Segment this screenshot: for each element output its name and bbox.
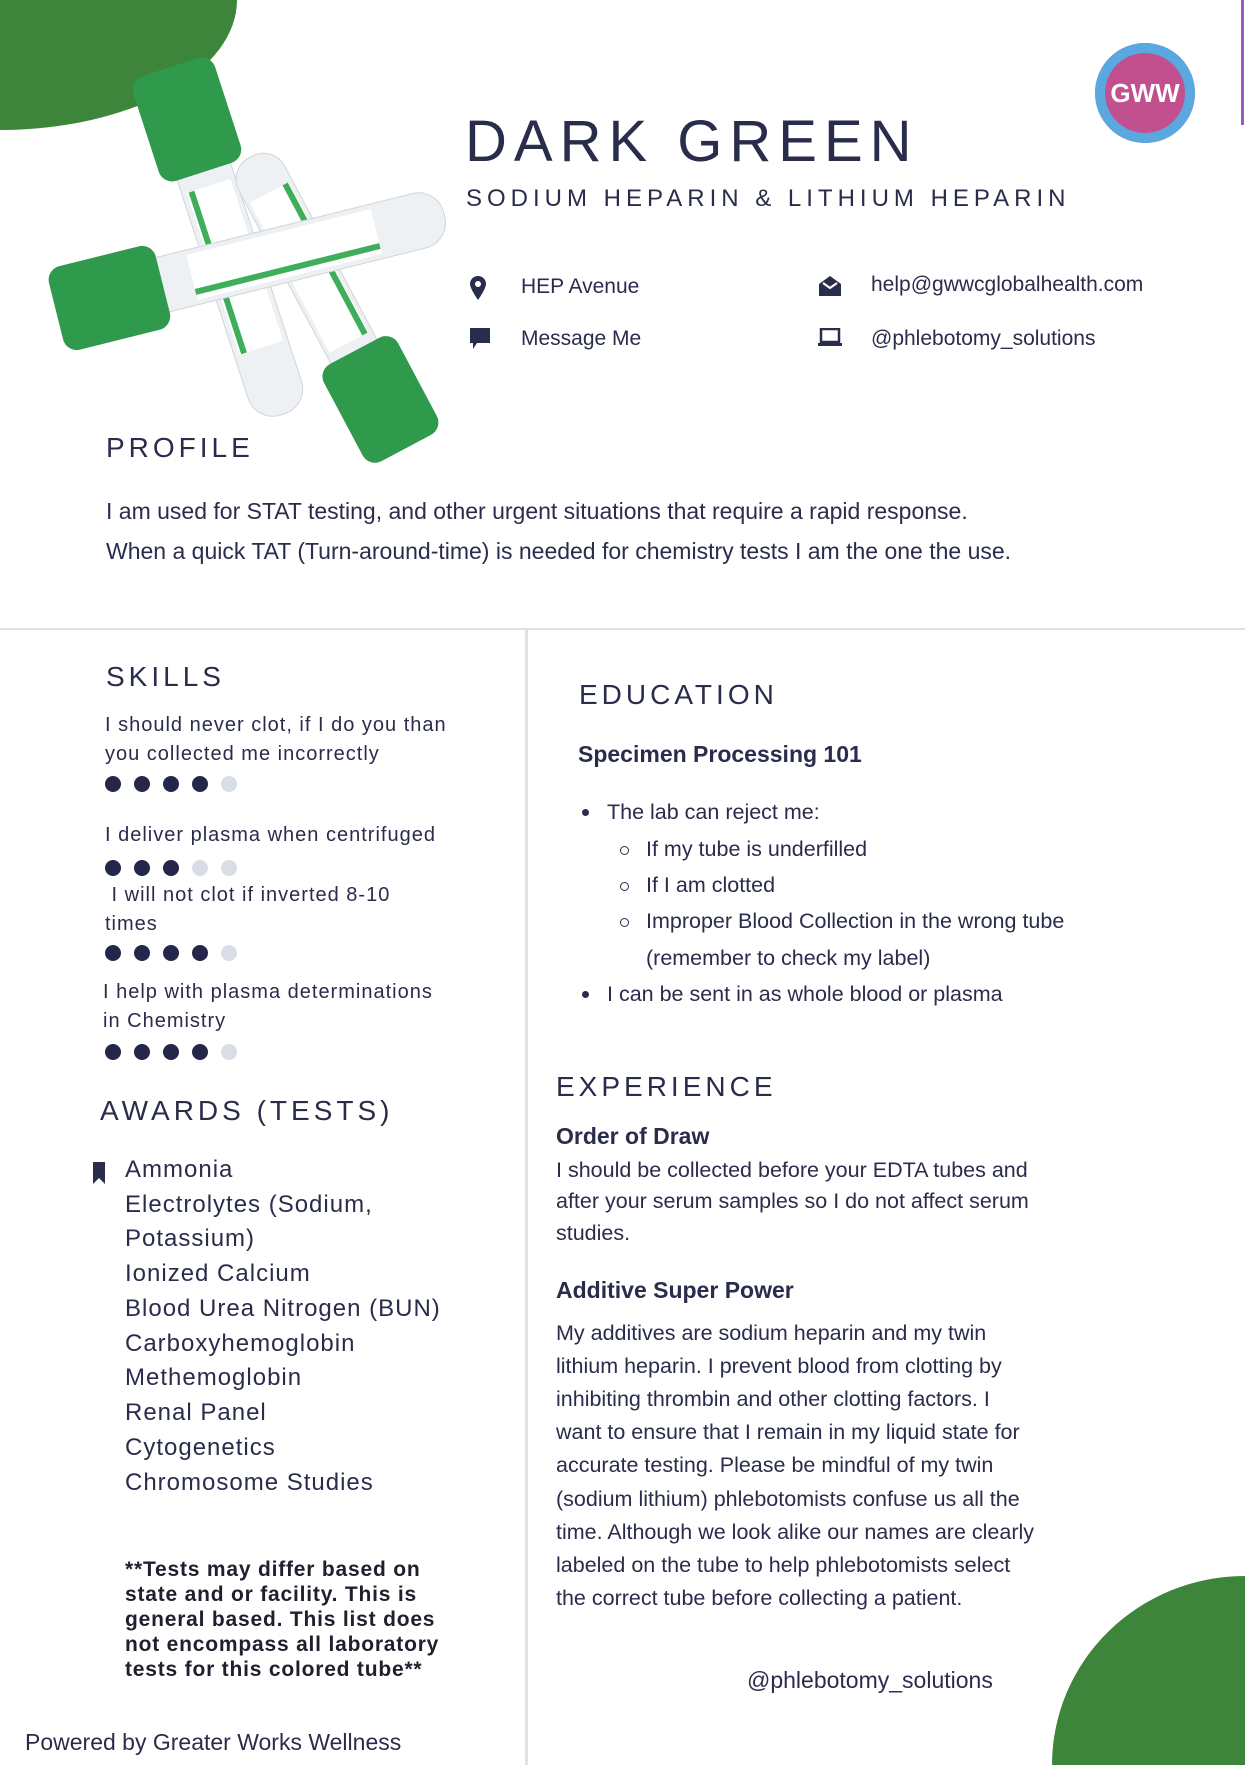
skill-text: you collected me incorrectly <box>105 743 380 765</box>
skill-text: I help with plasma determinations <box>103 981 433 1003</box>
note-line: general based. This list does <box>125 1608 436 1631</box>
award-item: Blood Urea Nitrogen (BUN) <box>125 1295 441 1322</box>
sub-bullet <box>620 882 629 891</box>
accent-line <box>1241 0 1244 125</box>
rating-dot <box>221 945 237 961</box>
rating-dot <box>105 1044 121 1060</box>
rating-dot <box>105 945 121 961</box>
rating-dot <box>163 945 179 961</box>
rating-dot <box>192 1044 208 1060</box>
note-line: tests for this colored tube** <box>125 1658 423 1681</box>
awards-note <box>125 1557 439 1682</box>
award-item: Chromosome Studies <box>125 1469 374 1496</box>
rating-dot <box>221 860 237 876</box>
rating-dot <box>105 776 121 792</box>
job-text: I should be collected before your EDTA tubes and <box>556 1158 1028 1182</box>
rating-dot <box>221 776 237 792</box>
rating-dot <box>192 860 208 876</box>
bullet <box>582 809 589 816</box>
education-sub-bullet: If my tube is underfilled <box>646 837 868 861</box>
map-pin-icon <box>470 276 486 300</box>
rating-dot <box>192 776 208 792</box>
job-title: Additive Super Power <box>556 1277 794 1303</box>
rating-dot <box>134 776 150 792</box>
skill-text: times <box>105 913 158 935</box>
rating-dot <box>134 860 150 876</box>
award-item: Carboxyhemoglobin <box>125 1330 356 1357</box>
award-item: Methemoglobin <box>125 1364 303 1391</box>
rating-dot <box>134 945 150 961</box>
profile-text-line: I am used for STAT testing, and other urgent situations that require a rapid response. <box>106 498 968 524</box>
vertical-divider <box>525 630 528 1765</box>
horizontal-divider <box>0 628 1245 630</box>
skill-rating <box>105 776 237 792</box>
job-text: labeled on the tube to help phlebotomists select <box>556 1553 1011 1577</box>
skills-heading: SKILLS <box>106 661 225 692</box>
rating-dot <box>192 945 208 961</box>
awards-heading: AWARDS (TESTS) <box>100 1095 394 1126</box>
sub-bullet <box>620 918 629 927</box>
experience-heading: EXPERIENCE <box>556 1071 777 1102</box>
education-sub-bullet-cont: (remember to check my label) <box>646 946 931 970</box>
blood-tubes-image <box>40 30 480 470</box>
logo-text: GWW <box>1110 77 1180 108</box>
rating-dot <box>163 1044 179 1060</box>
skill-rating <box>105 860 237 876</box>
award-item: Ammonia <box>125 1156 234 1183</box>
education-sub-bullet: Improper Blood Collection in the wrong tube <box>646 909 1065 933</box>
chat-bubble-icon <box>470 328 490 350</box>
education-bullet: I can be sent in as whole blood or plasma <box>607 982 1003 1006</box>
skill-text: I should never clot, if I do you than <box>105 714 447 736</box>
note-line: **Tests may differ based on <box>125 1558 421 1581</box>
job-text: time. Although we look alike our names are clearly <box>556 1520 1035 1544</box>
job-text: accurate testing. Please be mindful of my twin <box>556 1453 994 1477</box>
page-title: DARK GREEN <box>465 109 919 174</box>
job-text: studies. <box>556 1221 631 1245</box>
award-item: Cytogenetics <box>125 1434 276 1461</box>
laptop-icon <box>818 328 842 348</box>
contact-email-text[interactable]: help@gwwcglobalhealth.com <box>871 273 1144 296</box>
rating-dot <box>163 860 179 876</box>
rating-dot <box>134 1044 150 1060</box>
education-sub-bullet: If I am clotted <box>646 873 776 897</box>
skill-rating <box>105 945 237 961</box>
award-item: Renal Panel <box>125 1399 267 1426</box>
note-line: not encompass all laboratory <box>125 1633 440 1656</box>
award-item: Ionized Calcium <box>125 1260 311 1287</box>
award-item: Potassium) <box>125 1225 256 1252</box>
skill-rating <box>105 1044 237 1060</box>
skill-text: I will not clot if inverted 8-10 <box>105 884 391 906</box>
rating-dot <box>221 1044 237 1060</box>
footer-handle[interactable]: @phlebotomy_solutions <box>747 1667 993 1693</box>
gww-logo <box>1095 43 1195 143</box>
rating-dot <box>105 860 121 876</box>
contact-location-text: HEP Avenue <box>521 275 640 298</box>
decorative-green-blob-bottom <box>1052 1576 1245 1765</box>
job-text: My additives are sodium heparin and my twin <box>556 1321 987 1345</box>
course-title: Specimen Processing 101 <box>578 741 862 767</box>
bookmark-icon <box>93 1162 105 1184</box>
contact-social-text[interactable]: @phlebotomy_solutions <box>871 327 1096 350</box>
job-text: the correct tube before collecting a patient. <box>556 1586 963 1610</box>
sub-bullet <box>620 846 629 855</box>
job-text: (sodium lithium) phlebotomists confuse us all the <box>556 1487 1020 1511</box>
powered-by-text: Powered by Greater Works Wellness <box>25 1729 402 1755</box>
job-title: Order of Draw <box>556 1123 710 1149</box>
note-line: state and or facility. This is <box>125 1583 418 1606</box>
profile-text-line: When a quick TAT (Turn-around-time) is needed for chemistry tests I am the one the use. <box>106 538 1012 564</box>
job-text: want to ensure that I remain in my liquid state for <box>556 1420 1020 1444</box>
award-item: Electrolytes (Sodium, <box>125 1191 373 1218</box>
education-bullet: The lab can reject me: <box>607 800 820 824</box>
contact-message-text[interactable]: Message Me <box>521 327 642 350</box>
rating-dot <box>163 776 179 792</box>
profile-heading: PROFILE <box>106 432 254 463</box>
skill-text: I deliver plasma when centrifuged <box>105 824 436 846</box>
skill-text: in Chemistry <box>103 1010 227 1032</box>
education-heading: EDUCATION <box>579 679 778 710</box>
bullet <box>582 991 589 998</box>
page-subtitle: SODIUM HEPARIN & LITHIUM HEPARIN <box>466 185 1071 212</box>
job-text: inhibiting thrombin and other clotting factors. I <box>556 1387 990 1411</box>
envelope-open-icon <box>819 275 841 297</box>
job-text: after your serum samples so I do not affect serum <box>556 1189 1029 1213</box>
job-text: lithium heparin. I prevent blood from clotting by <box>556 1354 1002 1378</box>
